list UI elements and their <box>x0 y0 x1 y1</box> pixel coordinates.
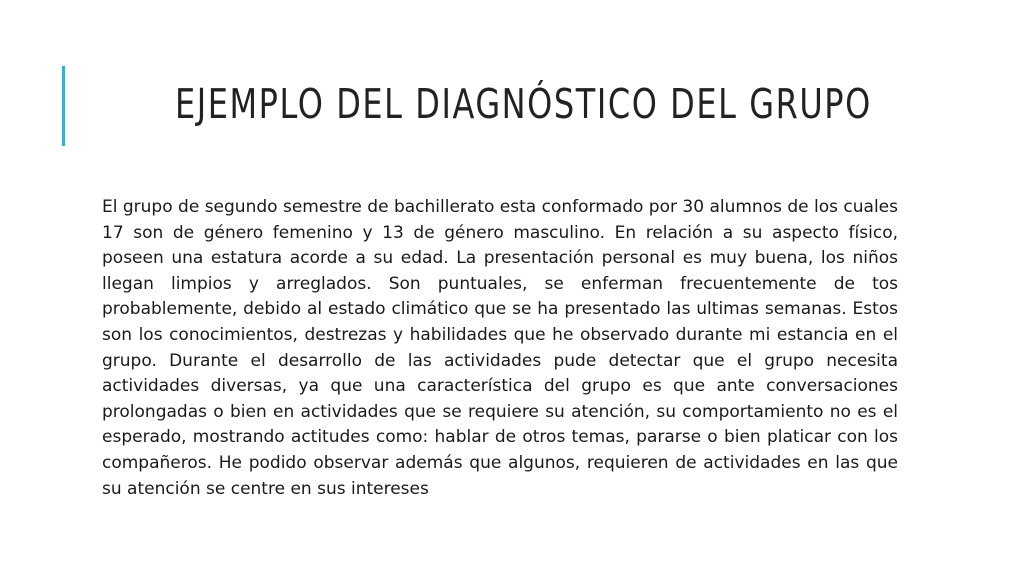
title-accent-bar <box>62 66 65 146</box>
slide-body-text: El grupo de segundo semestre de bachillerato esta conformado por 30 alumnos de los cuales 17 son de género femenino y 13 de género masculino. En relación a su aspecto físico, poseen una estatura acorde a su edad. La presentación personal es muy buena, los niños llegan limpios y arreglados. Son puntuales, se enferman frecuentemente de tos probablemente, debido al estado climático que se ha presentado las ultimas semanas. Estos son los conocimientos, destrezas y habilidades que he observado durante mi estancia en el grupo. Durante el desarrollo de las actividades pude detectar que el grupo necesita actividades diversas, ya que una característica del grupo es que ante conversaciones prolongadas o bien en actividades que se requiere su atención, su comportamiento no es el esperado, mostrando actitudes como: hablar de otros temas, pararse o bien platicar con los compañeros. He podido observar además que algunos, requieren de actividades en las que su atención se centre en sus intereses <box>102 197 898 499</box>
slide-title: EJEMPLO DEL DIAGNÓSTICO DEL GRUPO <box>175 80 872 128</box>
